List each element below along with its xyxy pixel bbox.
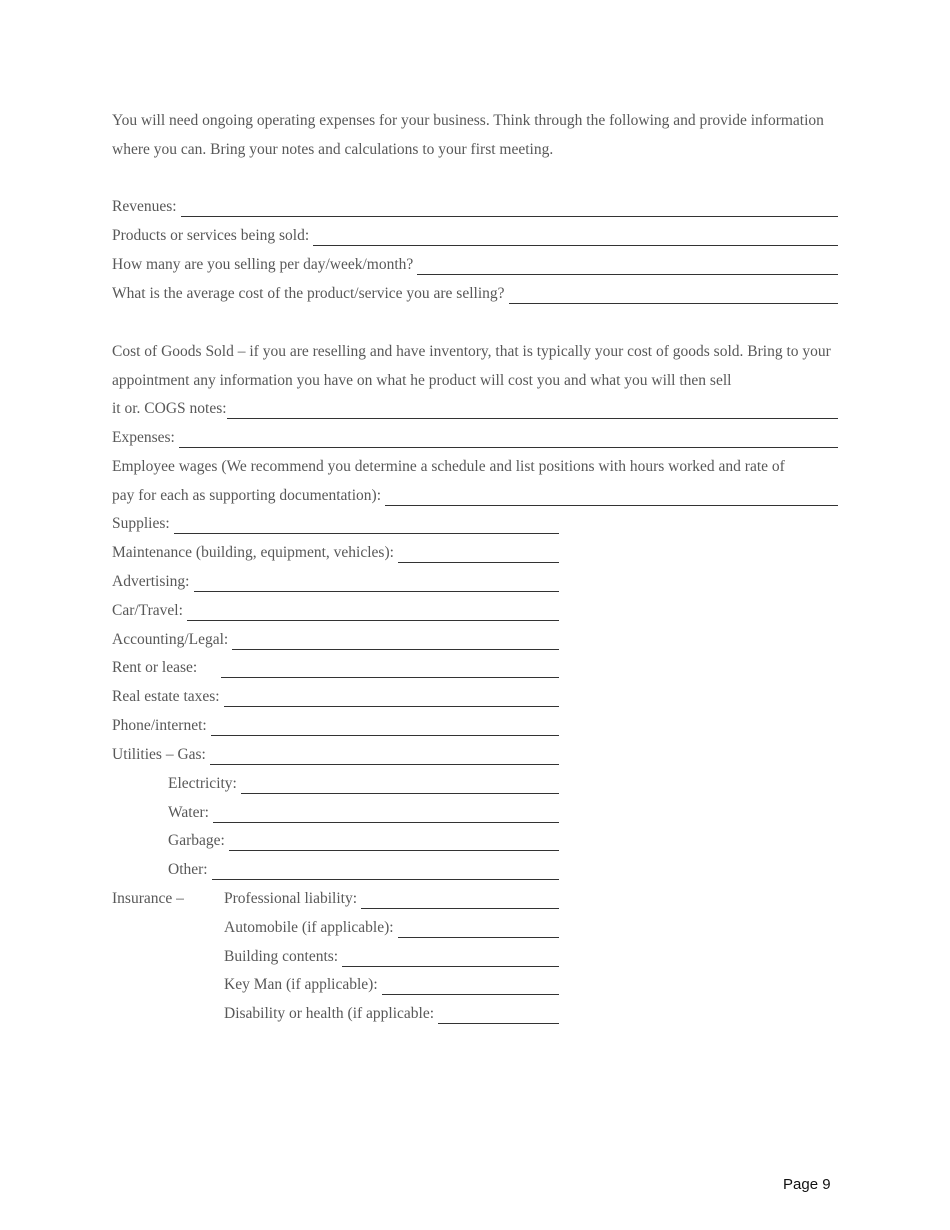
employee-wages-blank[interactable] [385, 504, 838, 506]
cogs-notes-blank[interactable] [227, 417, 838, 419]
supplies-blank[interactable] [174, 532, 559, 534]
utilities-gas-label: Utilities – Gas: [112, 746, 206, 763]
supplies-label: Supplies: [112, 515, 170, 532]
advertising-field[interactable] [112, 567, 559, 596]
page-number: Page 9 [783, 1176, 831, 1193]
other-label: Other: [168, 861, 208, 878]
cogs-notes-label: it or. COGS notes: [112, 400, 227, 417]
avg-cost-label: What is the average cost of the product/service you are selling? [112, 285, 505, 302]
re-taxes-label: Real estate taxes: [112, 688, 220, 705]
maintenance-blank[interactable] [398, 561, 559, 563]
maintenance-field[interactable] [112, 538, 559, 567]
how-many-field[interactable] [112, 250, 838, 279]
avg-cost-blank[interactable] [509, 302, 838, 304]
accounting-blank[interactable] [232, 648, 559, 650]
advertising-label: Advertising: [112, 573, 190, 590]
building-contents-label: Building contents: [224, 948, 339, 965]
how-many-label: How many are you selling per day/week/month? [112, 256, 414, 273]
expenses-label: Expenses: [112, 429, 175, 446]
automobile-field[interactable] [224, 913, 559, 942]
re-taxes-blank[interactable] [224, 705, 559, 707]
building-contents-blank[interactable] [342, 965, 559, 967]
advertising-blank[interactable] [194, 590, 560, 592]
professional-liability-blank[interactable] [361, 907, 559, 909]
professional-liability-field[interactable] [224, 884, 559, 913]
revenues-field[interactable] [112, 192, 838, 221]
intro-paragraph: You will need ongoing operating expenses for your business. Think through the following and provide information where you can. Bring your notes and calculations to your first meeting. [112, 112, 824, 158]
key-man-blank[interactable] [382, 993, 559, 995]
electricity-blank[interactable] [241, 792, 559, 794]
car-travel-label: Car/Travel: [112, 602, 183, 619]
building-contents-field[interactable] [224, 942, 559, 971]
products-field[interactable] [112, 221, 838, 250]
accounting-field[interactable] [112, 625, 559, 654]
garbage-blank[interactable] [229, 849, 559, 851]
insurance-label: Insurance – [112, 890, 184, 907]
other-blank[interactable] [212, 878, 559, 880]
cogs-notes-field[interactable] [112, 394, 838, 423]
cogs-paragraph: Cost of Goods Sold – if you are reselling and have inventory, that is typically your cost of goods sold. Bring to your appointment any information you have on what he product will cost you and what you will then sell [112, 343, 831, 389]
expenses-blank[interactable] [179, 446, 838, 448]
disability-field[interactable] [224, 999, 559, 1028]
water-field[interactable] [168, 798, 559, 827]
car-travel-field[interactable] [112, 596, 559, 625]
utilities-gas-blank[interactable] [210, 763, 559, 765]
key-man-field[interactable] [224, 970, 559, 999]
rent-label: Rent or lease: [112, 659, 198, 676]
maintenance-label: Maintenance (building, equipment, vehicles): [112, 544, 394, 561]
rent-blank[interactable] [221, 676, 559, 678]
other-field[interactable] [168, 855, 559, 884]
expenses-field[interactable] [112, 423, 838, 452]
water-label: Water: [168, 804, 209, 821]
disability-label: Disability or health (if applicable: [224, 1005, 435, 1022]
utilities-gas-field[interactable] [112, 740, 559, 769]
re-taxes-field[interactable] [112, 682, 559, 711]
electricity-label: Electricity: [168, 775, 237, 792]
products-blank[interactable] [313, 244, 838, 246]
phone-label: Phone/internet: [112, 717, 207, 734]
garbage-field[interactable] [168, 826, 559, 855]
phone-field[interactable] [112, 711, 559, 740]
water-blank[interactable] [213, 821, 559, 823]
revenues-blank[interactable] [181, 215, 838, 217]
automobile-blank[interactable] [398, 936, 559, 938]
professional-liability-label: Professional liability: [224, 890, 358, 907]
employee-wages-label: pay for each as supporting documentation): [112, 487, 382, 504]
car-travel-blank[interactable] [187, 619, 559, 621]
how-many-blank[interactable] [417, 273, 838, 275]
electricity-field[interactable] [168, 769, 559, 798]
phone-blank[interactable] [211, 734, 559, 736]
disability-blank[interactable] [438, 1022, 559, 1024]
products-label: Products or services being sold: [112, 227, 310, 244]
supplies-field[interactable] [112, 509, 559, 538]
employee-wages-field[interactable] [112, 481, 838, 510]
employee-wages-line1: Employee wages (We recommend you determine a schedule and list positions with hours worked and rate of [112, 458, 785, 475]
key-man-label: Key Man (if applicable): [224, 976, 378, 993]
avg-cost-field[interactable] [112, 279, 838, 308]
rent-field[interactable] [112, 653, 559, 682]
accounting-label: Accounting/Legal: [112, 631, 229, 648]
automobile-label: Automobile (if applicable): [224, 919, 394, 936]
revenues-label: Revenues: [112, 198, 177, 215]
garbage-label: Garbage: [168, 832, 225, 849]
